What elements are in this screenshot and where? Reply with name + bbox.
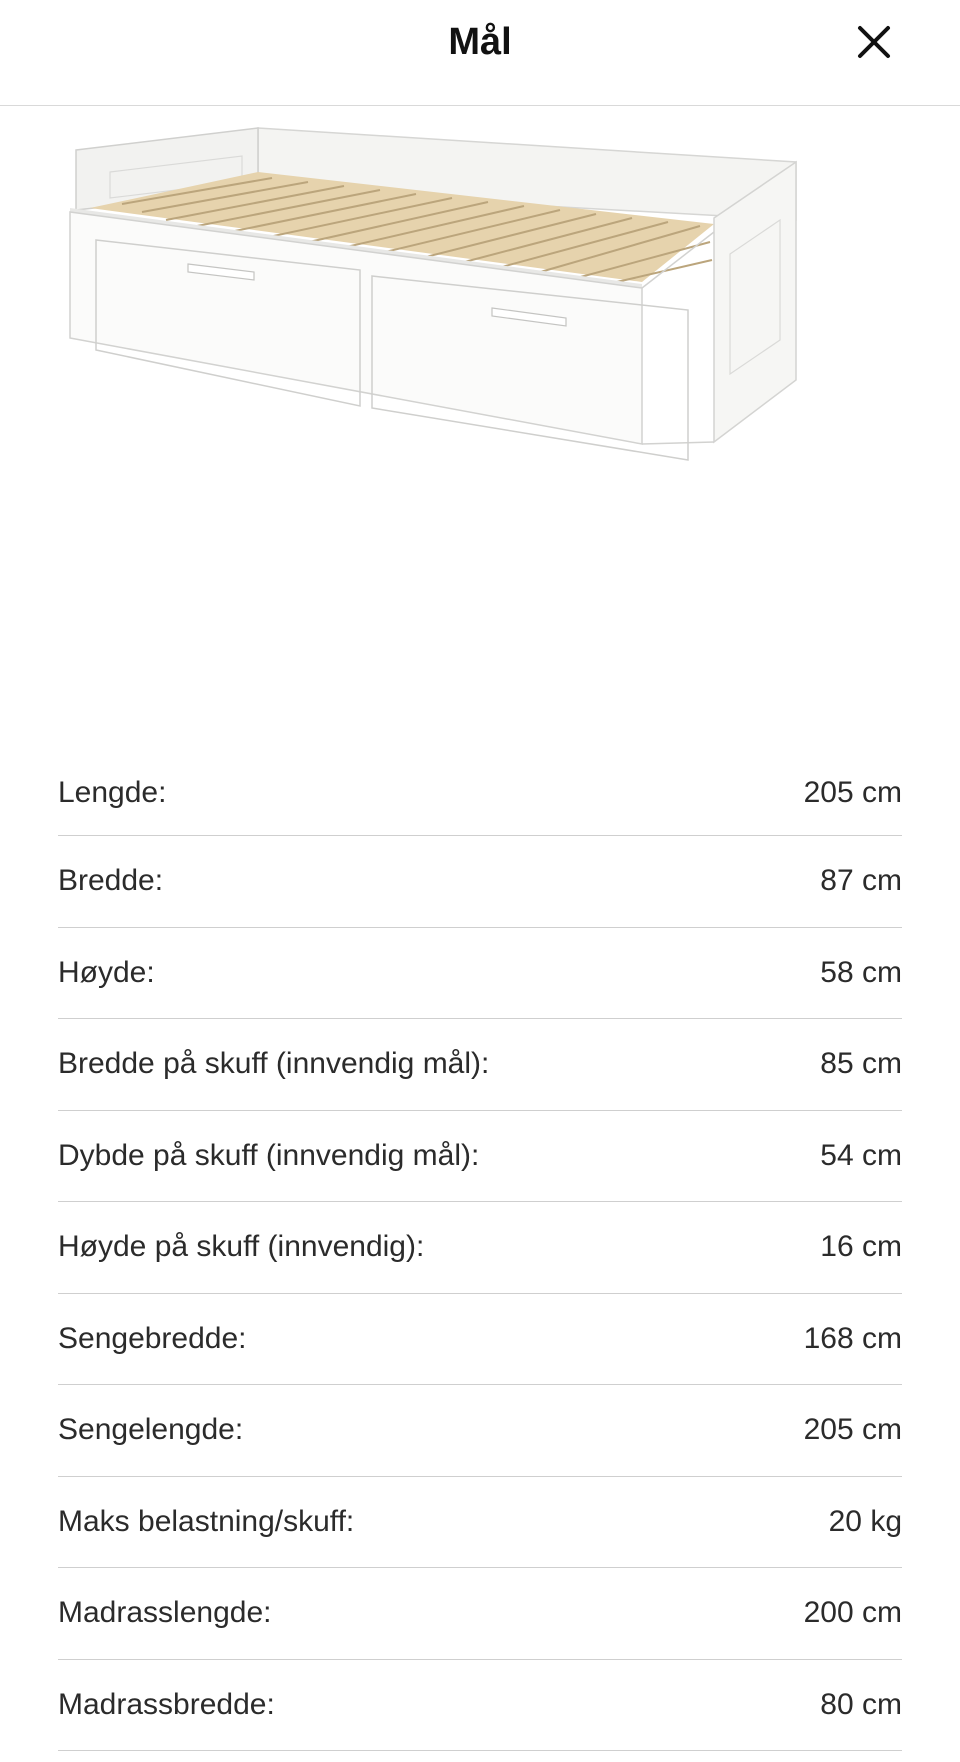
spec-value: 20 kg (828, 1504, 902, 1538)
list-item (58, 1111, 902, 1203)
spec-value: 58 cm (820, 955, 902, 989)
list-item (58, 1294, 902, 1386)
dimensions-list (58, 750, 902, 1751)
list-item (58, 1019, 902, 1111)
spec-label: Sengelengde: (58, 1413, 244, 1447)
spec-value: 200 cm (803, 1596, 902, 1630)
spec-value: 85 cm (820, 1047, 902, 1081)
list-item (58, 836, 902, 928)
spec-label: Bredde: (58, 864, 164, 898)
list-item (58, 1660, 902, 1752)
close-icon (857, 25, 891, 59)
spec-value: 205 cm (803, 1413, 902, 1447)
spec-value: 205 cm (803, 775, 902, 809)
spec-label: Maks belastning/skuff: (58, 1504, 355, 1538)
list-item (58, 1385, 902, 1477)
spec-value: 16 cm (820, 1230, 902, 1264)
daybed-with-drawers-illustration (62, 112, 902, 512)
spec-value: 54 cm (820, 1138, 902, 1172)
list-item (58, 750, 902, 836)
page-title: Mål (448, 21, 512, 63)
spec-label: Bredde på skuff (innvendig mål): (58, 1047, 490, 1081)
list-item (58, 928, 902, 1020)
product-image (62, 112, 902, 512)
spec-value: 87 cm (820, 864, 902, 898)
spec-label: Høyde: (58, 955, 155, 989)
modal-header (0, 0, 960, 106)
list-item (58, 1202, 902, 1294)
spec-value: 80 cm (820, 1687, 902, 1721)
list-item (58, 1568, 902, 1660)
spec-label: Madrasslengde: (58, 1596, 272, 1630)
spec-label: Lengde: (58, 775, 167, 809)
spec-label: Sengebredde: (58, 1321, 247, 1355)
close-button[interactable] (850, 18, 898, 66)
spec-value: 168 cm (803, 1321, 902, 1355)
spec-label: Dybde på skuff (innvendig mål): (58, 1138, 480, 1172)
spec-label: Madrassbredde: (58, 1687, 275, 1721)
list-item (58, 1477, 902, 1569)
spec-label: Høyde på skuff (innvendig): (58, 1230, 425, 1264)
